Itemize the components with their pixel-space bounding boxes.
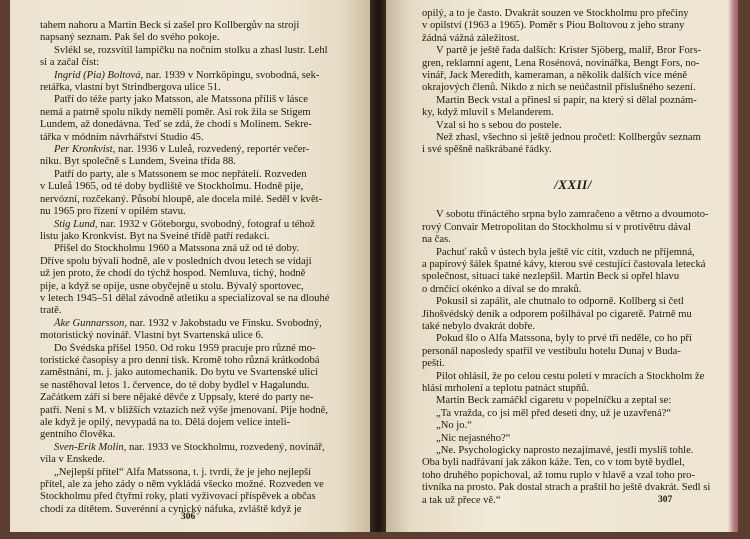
page-number-right: 307: [658, 495, 673, 505]
text-line: listu jako Kronkvist. Byt na Sveiné třídě patří redakci.: [40, 230, 270, 242]
text-line: tratě.: [40, 305, 62, 317]
text-line: nemá a patrně spolu nikdy neměli poměr. Asi rok žila se Stigem: [40, 106, 311, 118]
text-line: gentního člověka.: [40, 429, 116, 441]
text-line: ale když je opilý, nevypadá na to. Dělá dojem velice inteli-: [40, 417, 291, 428]
text-line: nervózní, rozčekaný. Působí hloupě, ale docela milé. Seděl v květ-: [40, 193, 323, 205]
text-line: Sven-Erik Molin, nar. 1933 ve Stockholmu, rozvedený, novinář,: [54, 441, 325, 453]
paragraph: [422, 209, 724, 246]
text-line: v opilství (1963 a 1965). Poměr s Piou Boltovou z jeho strany: [422, 20, 685, 32]
book-spine: [370, 0, 386, 532]
text-line: tivníka na prosto. Pak dostal strach a praštil ho ještě dvakrát. Sedl si: [422, 482, 711, 494]
paragraph: [422, 247, 724, 297]
text-line: a papírový šálek špatné kávy, kterou své cestující častovala letecká: [422, 258, 706, 270]
paragraph: [40, 442, 346, 467]
paragraph: [422, 132, 724, 157]
right-page-text-bottom: [422, 209, 724, 507]
text-line: V partě je ještě řada dalších: Krister Sjöberg, malíř, Bror Fors-: [436, 45, 701, 57]
text-line: Pilot ohlásil, že po celou cestu poletí v mracích a Stockholm že: [436, 370, 705, 382]
text-line: hlásí mrholení a teplotu patnáct stupňů.: [422, 382, 590, 394]
text-line: Začátkem září si bere nějaké děvče z Uppsaly, které do party ne-: [40, 392, 314, 404]
text-line: Přišel do Stockholmu 1960 a Matssona zná už od té doby.: [54, 243, 299, 255]
text-line: Než zhasl, všechno si ještě jednou pročetl: Kollbergův seznam: [436, 132, 701, 144]
text-line: pije, a když se opije, usne obyčejně u stolu. Bývalý sportovec,: [40, 280, 304, 292]
open-book: [10, 0, 738, 532]
paragraph: [422, 445, 724, 507]
text-line: motoristický novinář. Vlastní byt Svartenská ulice 6.: [40, 330, 264, 342]
paragraph: [40, 70, 346, 95]
text-line: toho druhého popichoval, až tomu ruplo v hlavě a vzal toho pro-: [422, 469, 696, 481]
text-line: Patří do party, ale s Matssonem se moc nepřátelí. Rozveden: [54, 168, 307, 180]
text-line: vinář, Jack Meredith, kameraman, a několik dalších více méně: [422, 70, 688, 82]
text-line: Martin Beck zamáčkl cigaretu v popelníčku a zeptal se:: [436, 395, 672, 407]
paragraph: [422, 8, 724, 45]
text-line: Svlékl se, rozsvítil lampičku na nočním stolku a zhasl lustr. Lehl: [54, 44, 328, 56]
text-line: Do Švédska přišel 1950. Od roku 1959 pracuje pro různé mo-: [54, 342, 316, 354]
text-line: toristické časopisy a pro denní tisk. Kromě toho různá krátkodobá: [40, 354, 320, 366]
text-line: přítel, ale za jeho zády o něm vykládá všecko možné. Rozveden ve: [40, 479, 324, 491]
text-line: „No jo.“: [436, 420, 472, 432]
text-line: o drnčící okénko a díval se do mraků.: [422, 283, 582, 295]
text-line: Lundem, až donedávna. Teď se zdá, že chodí s Molinem. Sekre-: [40, 119, 312, 131]
text-line: Pachuť raků v ústech byla ještě víc cítit, vzduch ne příjemná,: [436, 246, 695, 258]
paragraph: [40, 219, 346, 244]
text-line: Jihošvédský deník a odporem pošilhával po cigaretě. Patrně mu: [422, 308, 692, 320]
paragraph: [422, 45, 724, 95]
paragraph: [422, 333, 724, 370]
text-line: ky, když mluvil s Melanderem.: [422, 107, 554, 119]
text-line: „Nic nejasného?“: [436, 432, 511, 444]
text-line: společnost, situaci také nezlepšil. Martin Beck si opřel hlavu: [422, 271, 680, 283]
paragraph: [422, 420, 724, 432]
text-line: tářka v módním návrhářství Studio 45.: [40, 131, 204, 143]
paragraph: [40, 318, 346, 343]
chapter-heading: /XXII/: [554, 176, 592, 192]
paragraph: [422, 371, 724, 396]
paragraph: [422, 120, 724, 132]
text-line: pešti.: [422, 358, 445, 370]
paragraph: [422, 433, 724, 445]
text-line: také nebylo dvakrát dobře.: [422, 320, 535, 332]
text-line: Dříve spolu bývali hodně, ale v posledních dvou letech se vídají: [40, 255, 312, 267]
text-line: na čas.: [422, 234, 451, 246]
paragraph: [40, 20, 346, 45]
text-line: Vzal si ho s sebou do postele.: [436, 119, 562, 131]
text-line: se nastěhoval letos 1. července, do té doby bydlel v Hagalundu.: [40, 379, 310, 391]
right-page-text-top: [422, 8, 724, 157]
paragraph: [40, 144, 346, 169]
text-line: personál naposledy spatřil ve vestibulu hotelu Dunaj v Buda-: [422, 345, 681, 357]
text-line: Martin Beck vstal a přinesl si papír, na který si dělal poznám-: [436, 94, 697, 106]
paragraph: [422, 408, 724, 420]
text-line: gren, reklamní agent, Lena Rosénová, novinářka, Bengt Fors, no-: [422, 57, 700, 69]
text-line: už jen proto, že chodí do týchž hospod. Nemluva, tichý, hodně: [40, 268, 306, 280]
left-page: [10, 0, 370, 532]
paragraph: [422, 95, 724, 120]
paragraph: [40, 94, 346, 144]
text-line: v letech 1945–51 dělal závodně atletiku a specializoval se na dlouhé: [40, 292, 330, 304]
paragraph: [40, 243, 346, 317]
text-line: napsaný seznam. Pak šel do svého pokoje.: [40, 32, 220, 44]
paragraph: [422, 296, 724, 333]
text-line: zaměstnání, m. j. jako automechanik. Do bytu ve Svartenské ulici: [40, 367, 319, 379]
text-line: Åke Gunnarsson, nar. 1932 v Jakobstadu ve Finsku. Svobodný,: [54, 317, 322, 329]
text-line: i své spěšně naškrábané řádky.: [422, 144, 552, 156]
text-line: patří. Není s M. v bližších vztazích než výše jmenovaní. Pije hodně,: [40, 404, 329, 416]
text-line: Stockholmu před čtyřmi roky, platí vyživovací příspěvek a občas: [40, 491, 316, 503]
text-line: vila v Enskede.: [40, 454, 106, 466]
text-line: níku. Byt společně s Lundem, Sveina třída 88.: [40, 156, 236, 168]
text-line: V sobotu třináctého srpna bylo zamračeno a větrno a dvoumoto-: [436, 209, 709, 221]
text-line: Patří do téže party jako Matsson, ale Matssona příliš v lásce: [54, 94, 308, 106]
page-number-left: 306: [181, 512, 196, 522]
text-line: „Ne. Psychologicky naprosto nezajímavé, jestli myslíš tohle.: [436, 445, 694, 456]
paragraph: [422, 395, 724, 407]
paragraph: [40, 467, 346, 517]
text-line: Pokusil si zapálit, ale chutnalo to odporně. Kollberg si četl: [436, 296, 684, 308]
text-line: si a začal číst:: [40, 57, 100, 69]
text-line: chodí za dítětem. Suverénní a cynický náfuka, zvláště když je: [40, 503, 302, 515]
paragraph: [40, 343, 346, 442]
text-line: a tak už přece vě.“: [422, 494, 501, 506]
text-line: opilý, a to je často. Dvakrát souzen ve Stockholmu pro přečiny: [422, 8, 689, 19]
text-line: žádná vážná záležitost.: [422, 32, 520, 44]
text-line: v Luleå 1965, od té doby bydliště ve Stockholmu. Hodně pije,: [40, 181, 304, 193]
text-line: „Nejlepší přítel“ Alfa Matssona, t. j. tvrdí, že je jeho nejlepší: [54, 466, 312, 478]
text-line: Per Kronkvist, nar. 1936 v Luleå, rozvedený, reportér večer-: [54, 144, 310, 156]
text-line: nu 1965 pro řízení v opilém stavu.: [40, 206, 186, 218]
right-page: [386, 0, 738, 532]
text-line: retářka, vlastní byt Strindbergova ulice 51.: [40, 82, 221, 94]
text-line: Pokud šlo o Alfa Matssona, byly to prvé tři neděle, co ho pří: [436, 333, 692, 345]
paragraph: [40, 169, 346, 219]
paragraph: [40, 45, 346, 70]
text-line: Oba byli nadřávaní jak zákon káže. Ten, co v tom bytě bydlel,: [422, 457, 685, 469]
left-page-text: [40, 20, 346, 516]
text-line: „Ta vražda, co jsi měl před deseti dny, už je uzavřená?“: [436, 407, 672, 419]
text-line: Ingrid (Pia) Boltová, nar. 1939 v Norrköpingu, svobodná, sek-: [54, 69, 320, 81]
text-line: tahem nahoru a Martin Beck si zašel pro Kollbergův na stroji: [40, 20, 300, 31]
text-line: rový Convair Metropolitan do Stockholmu si v protivětru dával: [422, 221, 691, 233]
text-line: okrajových členů. Nikdo z nich se neúčastnil příslušného sezení.: [422, 82, 696, 94]
text-line: Stig Lund, nar. 1932 v Göteborgu, svobodný, fotograf u téhož: [54, 218, 315, 230]
